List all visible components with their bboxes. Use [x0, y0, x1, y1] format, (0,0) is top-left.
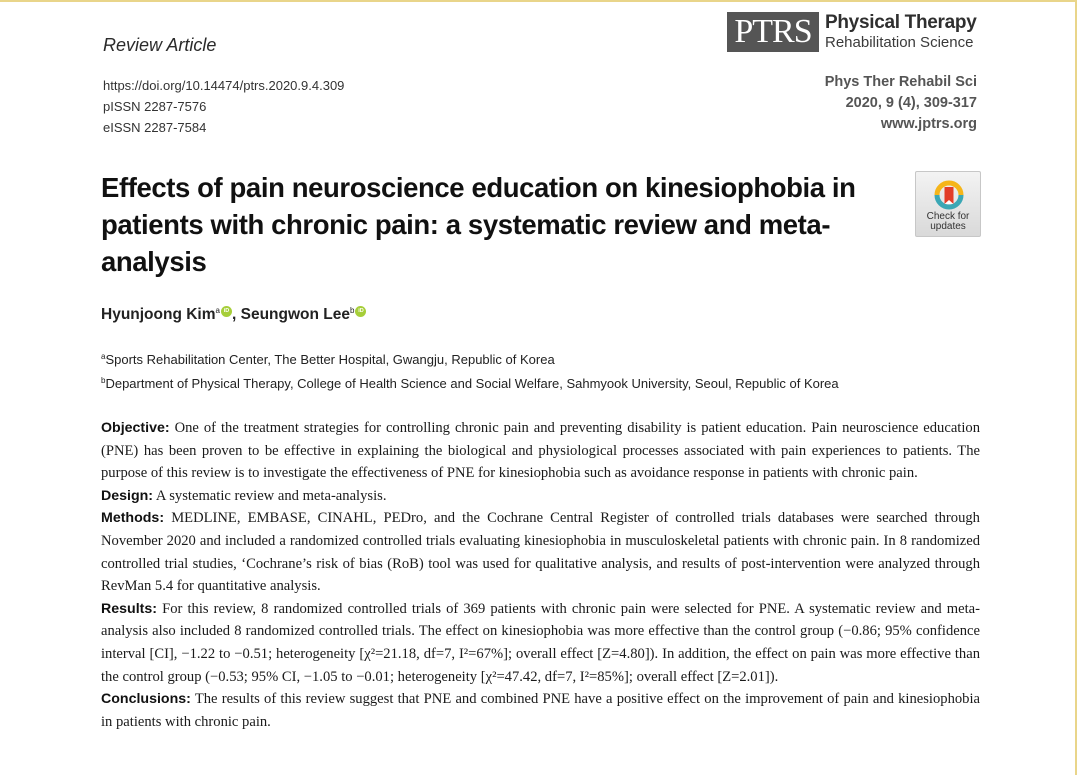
article-type-label: Review Article — [103, 35, 217, 55]
objective-label: Objective: — [101, 420, 170, 436]
abstract-methods — [101, 507, 980, 597]
check-for-updates-line2: updates — [930, 221, 966, 232]
author-list — [101, 306, 366, 324]
affiliation-mark: a — [101, 352, 106, 361]
doi-link[interactable]: https://doi.org/10.14474/ptrs.2020.9.4.309 — [103, 78, 345, 93]
logo-journal-name-line1: Physical Therapy — [825, 12, 977, 33]
affiliation-text: Department of Physical Therapy, College of Health Science and Social Welfare, Sahmyook University, Seoul, Republic of Korea — [105, 376, 839, 391]
volume-issue-pages: 2020, 9 (4), 309-317 — [845, 95, 977, 111]
abstract — [101, 417, 980, 733]
results-label: Results: — [101, 600, 157, 617]
conclusions-text: The results of this review suggest that PNE and combined PNE have a positive effect on the improvement of pain and kinesiophobia in patients with chronic pain. — [101, 691, 980, 730]
orcid-icon[interactable]: iD — [355, 306, 366, 317]
author-affiliation-mark: b — [349, 306, 355, 315]
logo-journal-name-line2: Rehabilitation Science — [825, 34, 974, 51]
results-text: For this review, 8 randomized controlled trials of 369 patients with chronic pain were selected for PNE. A systematic review and meta-analysis also included 8 randomized controlled trials. The effect on kinesiophobia was more effective than the control group (−0.86; 95% confidence interval [CI], −1.22 to −0.51; heterogeneity [χ²=21.18, df=7, I²=67%]; overall effect [Z=4.80]). In addition, the effect on pain was more effective than the control group (−0.53; 95% CI, −1.05 to −0.01; heterogeneity [χ²=47.42, df=7, I²=85%]; overall effect [Z=2.01]). — [101, 600, 980, 685]
crossmark-icon — [932, 178, 966, 212]
article-title: Effects of pain neuroscience education on kinesiophobia in patients with chronic pain: a systematic review and meta-analysis — [101, 172, 856, 277]
abstract-design — [101, 485, 980, 508]
print-issn: pISSN 2287-7576 — [103, 99, 207, 114]
conclusions-label: Conclusions: — [101, 691, 191, 708]
abstract-objective — [101, 417, 980, 485]
page-top-border — [0, 0, 1077, 2]
journal-website-link[interactable]: www.jptrs.org — [880, 116, 977, 132]
affiliations — [101, 346, 839, 394]
methods-label: Methods: — [101, 510, 165, 527]
affiliation-item — [101, 346, 839, 370]
author-affiliation-mark: a — [215, 306, 220, 315]
publication-identifiers — [103, 75, 344, 138]
logo-abbreviation: PTRS — [727, 12, 819, 52]
affiliation-mark: b — [101, 376, 106, 385]
citation-info — [825, 72, 977, 135]
check-for-updates-button[interactable] — [915, 171, 981, 237]
author-separator: , — [231, 306, 241, 323]
author-name: Hyunjoong Kim — [101, 306, 216, 323]
author-name: Seungwon Lee — [240, 306, 350, 323]
abstract-conclusions — [101, 688, 980, 733]
orcid-icon[interactable]: iD — [221, 306, 232, 317]
journal-abbreviation: Phys Ther Rehabil Sci — [824, 74, 977, 90]
methods-text: MEDLINE, EMBASE, CINAHL, PEDro, and the Cochrane Central Register of controlled trials databases were searched through November 2020 and included a randomized controlled trials evaluating kinesiophobia in musculoskeletal patients with chronic pain. In 8 randomized controlled trial studies, ‘Cochrane’s risk of bias (RoB) tool was used for qualitative analysis, and results of post-intervention were analyzed through RevMan 5.4 for quantitative analysis. — [101, 510, 980, 595]
check-for-updates-line1: Check for — [926, 211, 970, 222]
objective-text: One of the treatment strategies for controlling chronic pain and preventing disability is patient education. Pain neuroscience education (PNE) has been proven to be effective in explaining the biological and physiological processes associated with pain experiences to patients. The purpose of this review is to investigate the effectiveness of PNE for kinesiophobia such as avoidance response in patients with chronic pain. — [101, 420, 980, 482]
design-text: A systematic review and meta-analysis. — [155, 487, 387, 504]
affiliation-item — [101, 370, 839, 394]
affiliation-text: Sports Rehabilitation Center, The Better Hospital, Gwangju, Republic of Korea — [105, 352, 555, 367]
abstract-results — [101, 598, 980, 688]
check-for-updates-text — [916, 212, 980, 232]
design-label: Design: — [101, 487, 154, 504]
electronic-issn: eISSN 2287-7584 — [103, 120, 207, 135]
